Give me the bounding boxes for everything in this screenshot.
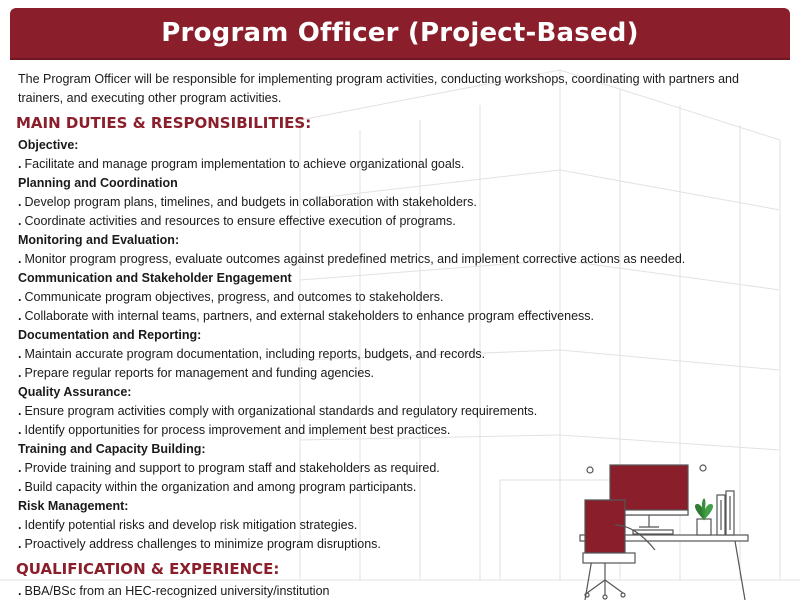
group-title: Planning and Coordination	[18, 176, 178, 190]
duty-group-quality	[18, 383, 788, 440]
list-item: . Proactively address challenges to minimize program disruptions.	[18, 537, 381, 551]
qualification-heading: QUALIFICATION & EXPERIENCE:	[16, 560, 280, 578]
group-title: Documentation and Reporting:	[18, 328, 202, 342]
list-item: . Provide training and support to program staff and stakeholders as required.	[18, 461, 440, 475]
group-title: Quality Assurance:	[18, 385, 132, 399]
list-item: . BBA/BSc from an HEC-recognized university/institution	[18, 584, 330, 598]
list-item: . Identify potential risks and develop risk mitigation strategies.	[18, 518, 358, 532]
list-item: . Maintain accurate program documentation, including reports, budgets, and records.	[18, 347, 486, 361]
list-item: . Identify opportunities for process improvement and implement best practices.	[18, 423, 451, 437]
duty-group-documentation	[18, 326, 788, 383]
page-title: Program Officer (Project-Based)	[161, 18, 639, 48]
duty-group-objective	[18, 136, 788, 174]
duty-group-monitoring	[18, 231, 788, 269]
list-item: . Communicate program objectives, progress, and outcomes to stakeholders.	[18, 290, 444, 304]
title-banner	[10, 8, 790, 58]
header	[0, 0, 800, 62]
list-item: . Facilitate and manage program implementation to achieve organizational goals.	[18, 157, 465, 171]
list-item: . Build capacity within the organization and among program participants.	[18, 480, 417, 494]
list-item: . Prepare regular reports for management and funding agencies.	[18, 366, 375, 380]
duties-heading: MAIN DUTIES & RESPONSIBILITIES:	[16, 114, 312, 132]
group-title: Objective:	[18, 138, 79, 152]
duty-group-communication	[18, 269, 788, 326]
group-title: Monitoring and Evaluation:	[18, 233, 180, 247]
desk-workspace-illustration	[575, 455, 775, 600]
list-item: . Collaborate with internal teams, partners, and external stakeholders to enhance program effectiveness.	[18, 309, 595, 323]
group-title: Communication and Stakeholder Engagement	[18, 271, 292, 285]
intro-paragraph: The Program Officer will be responsible for implementing program activities, conducting workshops, coordinating with partners and trainers, and executing other program activities.	[18, 72, 739, 105]
group-title: Training and Capacity Building:	[18, 442, 206, 456]
list-item: . Develop program plans, timelines, and budgets in collaboration with stakeholders.	[18, 195, 477, 209]
list-item: . Monitor program progress, evaluate outcomes against predefined metrics, and implement corrective actions as needed.	[18, 252, 686, 266]
list-item: . Ensure program activities comply with organizational standards and regulatory requirements.	[18, 404, 538, 418]
group-title: Risk Management:	[18, 499, 129, 513]
duty-group-planning	[18, 174, 788, 231]
list-item: . Coordinate activities and resources to ensure effective execution of programs.	[18, 214, 456, 228]
